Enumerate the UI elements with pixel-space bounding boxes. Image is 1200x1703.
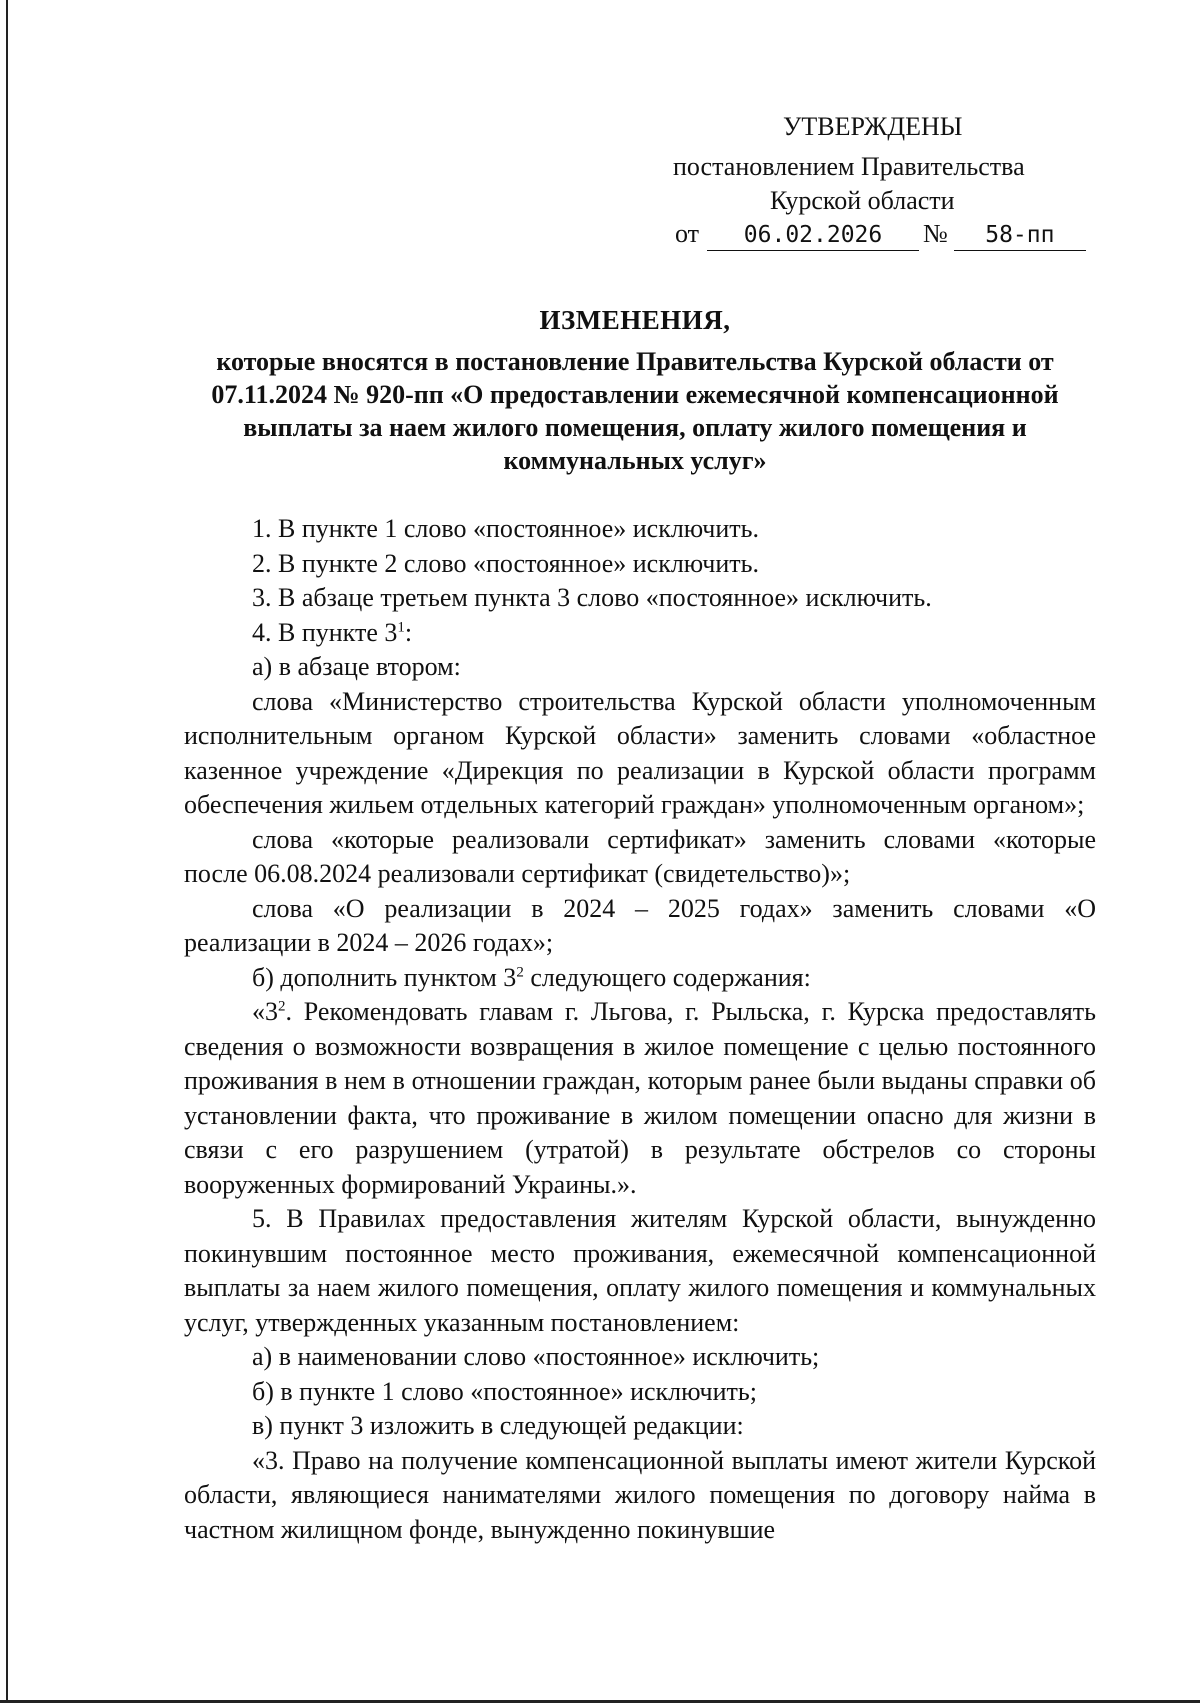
approval-date: 06.02.2026 — [707, 220, 919, 251]
document-heading — [175, 304, 1095, 477]
heading-subtitle: которые вносятся в постановление Правительства Курской области от 07.11.2024 № 920-пп «О предоставлении ежемесячной компенсационной выплаты за наем жилого помещения, оплату жилого помещения и коммунальных услуг» — [211, 347, 1059, 475]
paragraph-11: 5. В Правилах предоставления жителям Курской области, вынужденно покинувшим постоянное место проживания, ежемесячной компенсационной выплаты за наем жилого помещения, оплату жилого помещения и коммунальных услуг, утвержденных указанным постановлением: — [184, 1204, 1096, 1337]
paragraph-10 — [184, 995, 1096, 1202]
scan-edge-left — [6, 0, 8, 1703]
approval-issuer: постановлением Правительства — [673, 152, 1025, 181]
approval-title: УТВЕРЖДЕНЫ — [783, 112, 963, 141]
paragraph-12: а) в наименовании слово «постоянное» исключить; — [252, 1342, 820, 1371]
approval-number: 58-пп — [954, 220, 1086, 251]
paragraph-4 — [184, 616, 1096, 651]
document-body — [184, 512, 1096, 1547]
approval-date-number — [675, 217, 1086, 251]
paragraph-2: 2. В пункте 2 слово «постоянное» исключить. — [252, 548, 759, 578]
paragraph-4-sup: 1 — [397, 618, 405, 635]
paragraph-13: б) в пункте 1 слово «постоянное» исключить; — [252, 1376, 757, 1406]
paragraph-4-text: 4. В пункте 3 — [252, 617, 398, 647]
paragraph-4-tail: : — [404, 617, 413, 647]
paragraph-10-sup: 2 — [278, 998, 286, 1015]
number-sign: № — [923, 219, 948, 248]
paragraph-10-text: «3 — [252, 997, 278, 1026]
paragraph-8: слова «О реализации в 2024 – 2025 годах» заменить словами «О реализации в 2024 – 2026 годах»; — [184, 893, 1096, 957]
paragraph-9-tail: следующего содержания: — [523, 962, 811, 992]
paragraph-5: а) в абзаце втором: — [252, 652, 461, 681]
paragraph-10-tail: . Рекомендовать главам г. Льгова, г. Рыльска, г. Курска предоставлять сведения о возможности возвращения в жилое помещение с целью постоянного проживания в нем в отношении граждан, которым ранее были выданы справки об установлении факта, что проживание в жилом помещении опасно для жизни в связи с его разрушением (утратой) в результате обстрелов со стороны вооруженных формирований Украины.». — [184, 997, 1096, 1199]
paragraph-14: в) пункт 3 изложить в следующей редакции: — [252, 1411, 744, 1440]
heading-title: ИЗМЕНЕНИЯ, — [539, 305, 731, 335]
paragraph-3: 3. В абзаце третьем пункта 3 слово «постоянное» исключить. — [252, 583, 932, 612]
paragraph-9-sup: 2 — [516, 963, 524, 980]
paragraph-1: 1. В пункте 1 слово «постоянное» исключить. — [252, 514, 759, 543]
approval-region: Курской области — [770, 186, 955, 215]
paragraph-6: слова «Министерство строительства Курской области уполномоченным исполнительным органом Курской области» заменить словами «областное казенное учреждение «Дирекция по реализации в Курской области программ обеспечения жильем отдельных категорий граждан» уполномоченным органом»; — [184, 686, 1096, 819]
paragraph-9-text: б) дополнить пунктом 3 — [252, 962, 517, 992]
date-prefix: от — [675, 219, 700, 248]
paragraph-7: слова «которые реализовали сертификат» заменить словами «которые после 06.08.2024 реализовали сертификат (свидетельство)»; — [184, 824, 1096, 888]
paragraph-15: «3. Право на получение компенсационной выплаты имеют жители Курской области, являющиеся нанимателями жилого помещения по договору найма в частном жилищном фонде, вынужденно покинувшие — [184, 1445, 1096, 1544]
paragraph-9 — [184, 961, 1096, 996]
